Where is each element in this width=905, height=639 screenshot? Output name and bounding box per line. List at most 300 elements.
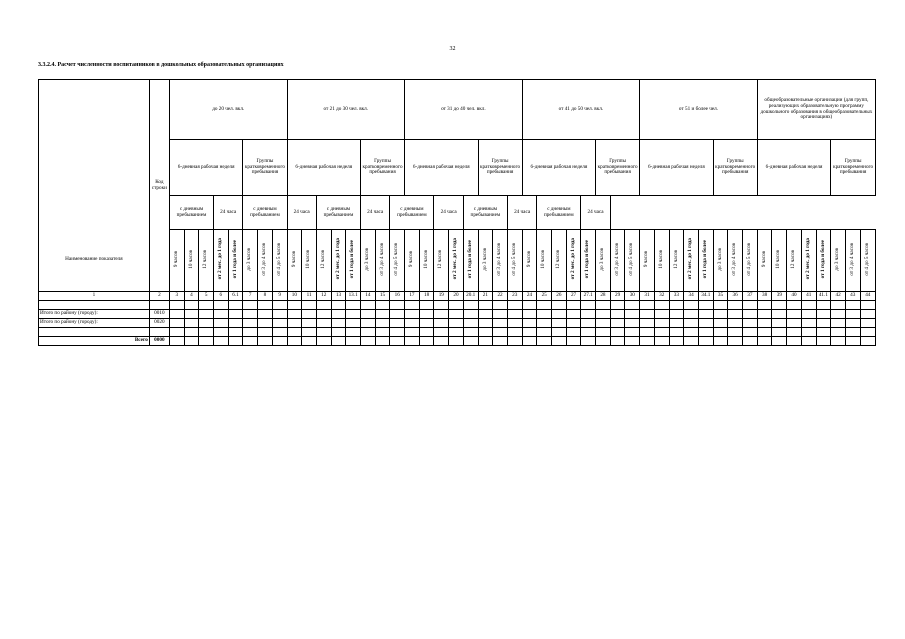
data-cell	[610, 301, 625, 310]
data-cell	[742, 328, 757, 337]
data-cell	[728, 319, 743, 328]
data-cell	[302, 319, 317, 328]
column-number: 9	[272, 292, 287, 301]
data-cell	[302, 310, 317, 319]
data-cell	[287, 319, 302, 328]
leaf-header	[184, 230, 199, 292]
column-number: 34.1	[698, 292, 713, 301]
leaf-header-label: 12 часов	[790, 249, 797, 269]
leaf-header-label: от 4 до 5 часов	[863, 242, 870, 276]
data-cell	[684, 310, 699, 319]
row-code: 0000	[149, 337, 169, 346]
data-cell	[434, 328, 449, 337]
data-cell	[375, 301, 390, 310]
data-cell	[302, 301, 317, 310]
leaf-header-label: от 4 до 5 часов	[393, 242, 400, 276]
data-cell	[214, 310, 229, 319]
table-row	[39, 319, 876, 328]
data-cell	[698, 310, 713, 319]
data-cell	[537, 328, 552, 337]
leaf-header	[375, 230, 390, 292]
column-number: 30	[625, 292, 640, 301]
leaf-header-label: 9 часов	[290, 251, 297, 268]
data-cell	[434, 301, 449, 310]
leaf-header	[698, 230, 713, 292]
data-cell	[228, 310, 243, 319]
short-stay-groups-header: Группы кратковременного пребывания	[243, 140, 287, 196]
data-cell	[625, 337, 640, 346]
data-cell	[434, 310, 449, 319]
data-cell	[463, 337, 478, 346]
data-cell	[169, 337, 184, 346]
row-code	[149, 328, 169, 337]
data-cell	[831, 328, 846, 337]
leaf-header-label: от 2 мес. до 1 года	[569, 238, 576, 280]
short-stay-groups-header: Группы кратковременного пребывания	[831, 140, 876, 196]
leaf-header	[419, 230, 434, 292]
data-cell	[258, 328, 273, 337]
row-code: 0010	[149, 310, 169, 319]
column-number: 2	[149, 292, 169, 301]
leaf-header-label: от 2 мес. до 1 года	[687, 238, 694, 280]
data-cell	[272, 301, 287, 310]
data-cell	[272, 319, 287, 328]
data-cell	[566, 337, 581, 346]
leaf-header-label: 12 часов	[437, 249, 444, 269]
data-cell	[243, 310, 258, 319]
data-cell	[669, 301, 684, 310]
data-cell	[507, 328, 522, 337]
leaf-header	[581, 230, 596, 292]
data-cell	[596, 319, 611, 328]
leaf-header-label: от 2 мес. до 1 года	[216, 238, 223, 280]
data-cell	[581, 328, 596, 337]
data-cell	[831, 301, 846, 310]
data-cell	[625, 310, 640, 319]
group-header: до 20 чел. вкл.	[169, 80, 287, 140]
column-number: 8	[258, 292, 273, 301]
data-cell	[258, 337, 273, 346]
data-cell	[419, 301, 434, 310]
data-cell	[581, 319, 596, 328]
data-cell	[610, 310, 625, 319]
leaf-header-label: 12 часов	[672, 249, 679, 269]
data-cell	[713, 328, 728, 337]
data-cell	[214, 328, 229, 337]
data-cell	[742, 301, 757, 310]
leaf-header	[787, 230, 802, 292]
data-cell	[772, 328, 787, 337]
data-cell	[816, 301, 831, 310]
leaf-header	[845, 230, 860, 292]
data-cell	[625, 328, 640, 337]
data-cell	[243, 301, 258, 310]
data-cell	[419, 310, 434, 319]
data-cell	[801, 319, 816, 328]
data-cell	[331, 310, 346, 319]
data-cell	[669, 328, 684, 337]
data-cell	[669, 319, 684, 328]
sixday-week-header: 6-дневная рабочая неделя	[522, 140, 595, 196]
data-cell	[184, 328, 199, 337]
data-cell	[184, 310, 199, 319]
leaf-header-label: 10 часов	[187, 249, 194, 269]
data-cell	[566, 301, 581, 310]
data-cell	[831, 319, 846, 328]
column-number: 13.1	[346, 292, 361, 301]
leaf-header	[728, 230, 743, 292]
column-number: 20	[449, 292, 464, 301]
row-code	[149, 301, 169, 310]
data-cell	[419, 337, 434, 346]
data-cell	[331, 328, 346, 337]
leaf-header	[816, 230, 831, 292]
leaf-header	[360, 230, 375, 292]
data-cell	[228, 337, 243, 346]
data-cell	[654, 301, 669, 310]
data-cell	[581, 301, 596, 310]
data-cell	[816, 319, 831, 328]
data-cell	[243, 328, 258, 337]
daily-stay-header: с дневным пребыванием	[463, 196, 507, 230]
data-cell	[625, 301, 640, 310]
data-cell	[845, 301, 860, 310]
row-code: 0020	[149, 319, 169, 328]
data-cell	[860, 328, 875, 337]
leaf-header-label: до 3 часов	[481, 247, 488, 271]
data-cell	[757, 301, 772, 310]
leaf-header-label: от 1 года и более	[231, 239, 238, 279]
column-number: 1	[39, 292, 150, 301]
data-cell	[331, 319, 346, 328]
data-cell	[419, 319, 434, 328]
column-number: 27.1	[581, 292, 596, 301]
leaf-header-label: до 3 часов	[246, 247, 253, 271]
column-number: 18	[419, 292, 434, 301]
data-cell	[478, 337, 493, 346]
data-cell	[390, 310, 405, 319]
leaf-header-label: от 3 до 4 часов	[613, 242, 620, 276]
data-cell	[493, 319, 508, 328]
data-cell	[640, 310, 655, 319]
column-number: 21	[478, 292, 493, 301]
data-cell	[449, 310, 464, 319]
column-number: 43	[845, 292, 860, 301]
data-cell	[757, 337, 772, 346]
data-cell	[405, 337, 420, 346]
data-cell	[772, 301, 787, 310]
data-cell	[463, 301, 478, 310]
group-header: от 31 до 40 чел. вкл.	[405, 80, 523, 140]
leaf-header	[566, 230, 581, 292]
leaf-header-label: от 3 до 4 часов	[496, 242, 503, 276]
data-cell	[272, 328, 287, 337]
h24-header: 24 часа	[360, 196, 389, 230]
leaf-header	[228, 230, 243, 292]
column-number: 14	[360, 292, 375, 301]
data-cell	[757, 310, 772, 319]
data-cell	[199, 301, 214, 310]
leaf-header	[463, 230, 478, 292]
column-number: 41.1	[816, 292, 831, 301]
daily-stay-header: с дневным пребыванием	[537, 196, 581, 230]
data-cell	[316, 319, 331, 328]
leaf-header-label: до 3 часов	[716, 247, 723, 271]
leaf-header-label: 9 часов	[643, 251, 650, 268]
data-cell	[787, 301, 802, 310]
leaf-header-label: от 1 года и более	[466, 239, 473, 279]
data-cell	[493, 328, 508, 337]
leaf-header-label: 9 часов	[172, 251, 179, 268]
leaf-header	[434, 230, 449, 292]
data-cell	[214, 319, 229, 328]
group-header: от 51 и более чел.	[640, 80, 758, 140]
leaf-header-label: от 4 до 5 часов	[746, 242, 753, 276]
section-heading: 3.3.2.4. Расчет численности воспитанников в дошкольных образовательных организациях	[38, 62, 284, 68]
data-cell	[537, 301, 552, 310]
data-cell	[243, 319, 258, 328]
data-cell	[787, 319, 802, 328]
leaf-header	[478, 230, 493, 292]
data-cell	[640, 301, 655, 310]
data-cell	[684, 328, 699, 337]
data-cell	[360, 328, 375, 337]
leaf-header	[214, 230, 229, 292]
leaf-header-label: 9 часов	[525, 251, 532, 268]
data-cell	[522, 337, 537, 346]
row-name: Итого по району (городу):	[39, 319, 150, 328]
data-cell	[449, 328, 464, 337]
sixday-week-header: 6-дневная рабочая неделя	[405, 140, 478, 196]
code-column-header: Код строки	[149, 80, 169, 292]
data-cell	[360, 310, 375, 319]
data-cell	[552, 310, 567, 319]
data-cell	[787, 310, 802, 319]
leaf-header	[654, 230, 669, 292]
column-number: 10	[287, 292, 302, 301]
row-name	[39, 301, 150, 310]
leaf-header-label: от 1 года и более	[701, 239, 708, 279]
data-cell	[596, 310, 611, 319]
data-cell	[654, 319, 669, 328]
data-cell	[742, 310, 757, 319]
data-cell	[772, 310, 787, 319]
data-cell	[478, 301, 493, 310]
data-cell	[596, 301, 611, 310]
data-cell	[728, 337, 743, 346]
data-cell	[552, 328, 567, 337]
sixday-week-header: 6-дневная рабочая неделя	[757, 140, 830, 196]
data-cell	[845, 337, 860, 346]
data-cell	[728, 328, 743, 337]
column-number: 15	[375, 292, 390, 301]
column-number: 22	[493, 292, 508, 301]
data-cell	[654, 310, 669, 319]
daily-stay-header: с дневным пребыванием	[169, 196, 213, 230]
data-cell	[698, 328, 713, 337]
column-number: 23	[507, 292, 522, 301]
column-number: 37	[742, 292, 757, 301]
leaf-header	[742, 230, 757, 292]
data-cell	[713, 310, 728, 319]
data-cell	[272, 310, 287, 319]
leaf-header	[713, 230, 728, 292]
leaf-header-label: 12 часов	[319, 249, 326, 269]
data-cell	[669, 337, 684, 346]
data-cell	[463, 328, 478, 337]
leaf-header	[522, 230, 537, 292]
data-cell	[698, 319, 713, 328]
column-number: 41	[801, 292, 816, 301]
data-cell	[184, 337, 199, 346]
data-cell	[654, 328, 669, 337]
column-number: 29	[610, 292, 625, 301]
leaf-header	[684, 230, 699, 292]
data-cell	[816, 310, 831, 319]
data-cell	[596, 328, 611, 337]
data-cell	[346, 319, 361, 328]
data-cell	[742, 337, 757, 346]
data-cell	[493, 310, 508, 319]
data-cell	[214, 301, 229, 310]
leaf-header	[493, 230, 508, 292]
leaf-header-label: 9 часов	[408, 251, 415, 268]
leaf-header	[596, 230, 611, 292]
data-cell	[405, 310, 420, 319]
data-cell	[581, 337, 596, 346]
column-number: 12	[316, 292, 331, 301]
data-cell	[698, 337, 713, 346]
data-cell	[316, 310, 331, 319]
data-cell	[581, 310, 596, 319]
data-cell	[346, 310, 361, 319]
group-header: от 41 до 50 чел. вкл.	[522, 80, 640, 140]
data-cell	[258, 310, 273, 319]
leaf-header-label: 10 часов	[657, 249, 664, 269]
leaf-header	[449, 230, 464, 292]
leaf-header	[405, 230, 420, 292]
data-cell	[169, 301, 184, 310]
data-cell	[360, 337, 375, 346]
h24-header: 24 часа	[507, 196, 536, 230]
data-cell	[287, 337, 302, 346]
data-cell	[772, 319, 787, 328]
data-cell	[375, 337, 390, 346]
data-cell	[169, 310, 184, 319]
data-cell	[522, 310, 537, 319]
column-number: 6	[214, 292, 229, 301]
leaf-header-label: от 2 мес. до 1 года	[804, 238, 811, 280]
data-cell	[552, 337, 567, 346]
data-cell	[640, 328, 655, 337]
data-cell	[684, 319, 699, 328]
leaf-header	[199, 230, 214, 292]
data-cell	[199, 310, 214, 319]
data-cell	[478, 319, 493, 328]
leaf-header	[287, 230, 302, 292]
leaf-header	[801, 230, 816, 292]
data-cell	[302, 337, 317, 346]
data-cell	[228, 328, 243, 337]
data-cell	[860, 301, 875, 310]
leaf-header	[757, 230, 772, 292]
leaf-header	[831, 230, 846, 292]
data-cell	[831, 337, 846, 346]
table-row	[39, 337, 876, 346]
data-cell	[493, 301, 508, 310]
data-cell	[316, 328, 331, 337]
data-cell	[684, 301, 699, 310]
h24-header: 24 часа	[581, 196, 610, 230]
data-cell	[316, 337, 331, 346]
data-cell	[610, 328, 625, 337]
leaf-header	[272, 230, 287, 292]
data-cell	[507, 310, 522, 319]
leaf-header	[625, 230, 640, 292]
leaf-header-label: 9 часов	[760, 251, 767, 268]
data-cell	[507, 337, 522, 346]
leaf-header-label: 10 часов	[775, 249, 782, 269]
data-cell	[169, 319, 184, 328]
data-cell	[375, 310, 390, 319]
data-cell	[757, 319, 772, 328]
data-cell	[316, 301, 331, 310]
data-cell	[566, 310, 581, 319]
data-cell	[801, 301, 816, 310]
leaf-header-label: до 3 часов	[834, 247, 841, 271]
data-cell	[772, 337, 787, 346]
column-number: 16	[390, 292, 405, 301]
column-number: 11	[302, 292, 317, 301]
column-number: 25	[537, 292, 552, 301]
data-cell	[463, 319, 478, 328]
leaf-header	[243, 230, 258, 292]
table-row	[39, 301, 876, 310]
leaf-header	[346, 230, 361, 292]
data-cell	[860, 310, 875, 319]
data-cell	[742, 319, 757, 328]
daily-stay-header: с дневным пребыванием	[390, 196, 434, 230]
data-cell	[478, 310, 493, 319]
leaf-header-label: от 3 до 4 часов	[261, 242, 268, 276]
column-number: 40	[787, 292, 802, 301]
data-cell	[522, 301, 537, 310]
column-number: 6.1	[228, 292, 243, 301]
data-cell	[493, 337, 508, 346]
data-cell	[228, 301, 243, 310]
leaf-header	[331, 230, 346, 292]
leaf-header-label: от 3 до 4 часов	[731, 242, 738, 276]
leaf-header	[316, 230, 331, 292]
daily-stay-header: с дневным пребыванием	[316, 196, 360, 230]
data-cell	[713, 337, 728, 346]
data-cell	[302, 328, 317, 337]
data-cell	[522, 319, 537, 328]
row-name	[39, 328, 150, 337]
data-cell	[184, 301, 199, 310]
data-cell	[816, 328, 831, 337]
sixday-week-header: 6-дневная рабочая неделя	[640, 140, 713, 196]
data-cell	[845, 328, 860, 337]
group-header: общеобразовательные организации (для групп, реализующих образовательную программу дошкольного образования в общеобразовательных организациях)	[757, 80, 875, 140]
data-cell	[199, 328, 214, 337]
data-cell	[698, 301, 713, 310]
data-cell	[346, 328, 361, 337]
column-number: 20.1	[463, 292, 478, 301]
data-cell	[434, 319, 449, 328]
data-cell	[228, 319, 243, 328]
data-cell	[287, 328, 302, 337]
